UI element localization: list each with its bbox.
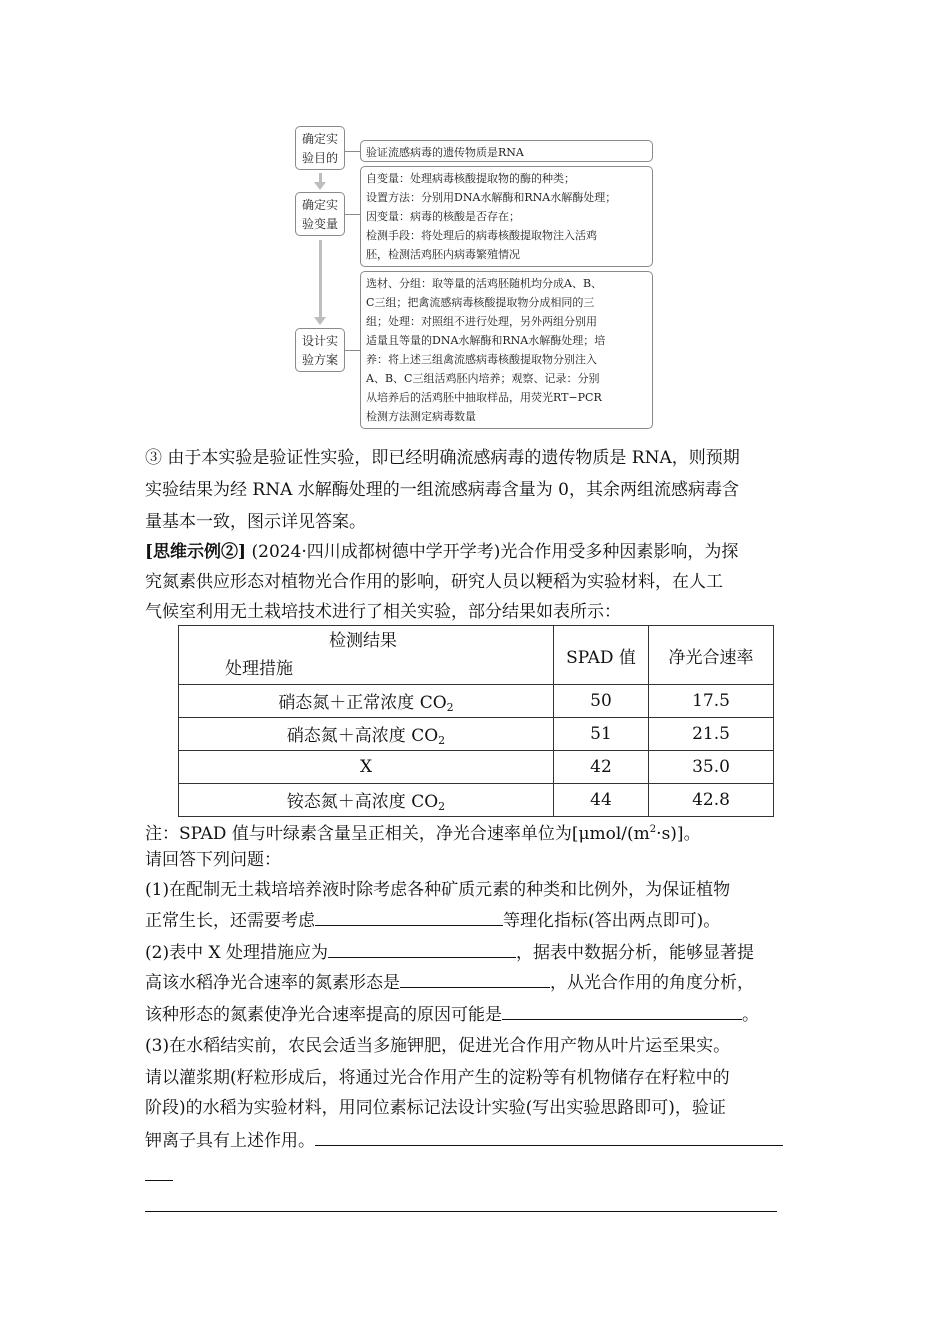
header-detection-results: 检测结果: [329, 631, 397, 651]
table-row: [179, 751, 774, 784]
arrow-head-icon: [314, 182, 326, 190]
questions-intro: 请回答下列问题：: [145, 850, 281, 870]
answer-blank[interactable]: [315, 1128, 783, 1146]
answer-paragraph-line: 量基本一致，图示详见答案。: [145, 512, 366, 532]
header-spad: SPAD 值: [554, 626, 649, 685]
table-row: [179, 718, 774, 751]
example-source: (2024·四川成都树德中学开学考): [251, 542, 501, 562]
flowchart-content-variables: 自变量：处理病毒核酸提取物的酶的种类； 设置方法：分别用DNA水解酶和RNA水解酶处理； 因变量：病毒的核酸是否存在； 检测手段：将处理后的病毒核酸提取物注入活鸡 胚，检测活鸡胚内病毒繁殖情况: [360, 166, 653, 267]
results-table: [178, 625, 774, 817]
table-cell-spad: 51: [554, 718, 649, 751]
answer-blank[interactable]: [328, 940, 516, 958]
table-cell-rate: 42.8: [649, 784, 774, 817]
question-2-line: 该种形态的氮素使净光合速率提高的原因可能是 。: [145, 1002, 759, 1027]
table-row: [179, 685, 774, 718]
table-cell-spad: 44: [554, 784, 649, 817]
answer-line[interactable]: [145, 1180, 173, 1181]
question-1-line: 正常生长，还需要考虑 等理化指标(答出两点即可)。: [145, 908, 720, 933]
table-cell-rate: 17.5: [649, 685, 774, 718]
table-cell-treatment: 铵态氮＋高浓度 $CO_2$: [179, 784, 554, 817]
flowchart-step-label-purpose: 确定实 验目的: [295, 126, 345, 170]
table-cell-spad: 42: [554, 751, 649, 784]
table-note: 注：SPAD 值与叶绿素含量呈正相关，净光合速率单位为$[\mu mol/(m^2\cdot s)]$。: [145, 824, 701, 844]
answer-blank[interactable]: [400, 970, 550, 988]
flowchart-step-label-variables: 确定实 验变量: [295, 192, 345, 236]
table-corner-header: [179, 626, 554, 685]
table-cell-treatment: X: [179, 751, 554, 784]
answer-paragraph-line: ③ 由于本实验是验证性实验，即已经明确流感病毒的遗传物质是 RNA，则预期: [145, 448, 740, 468]
connector: [345, 350, 360, 351]
example-intro-line: 究氮素供应形态对植物光合作用的影响，研究人员以粳稻为实验材料，在人工: [145, 572, 723, 592]
connector: [345, 151, 360, 152]
table-cell-treatment: 硝态氮＋正常浓度 $CO_2$: [179, 685, 554, 718]
example-tag: [思维示例②]: [145, 542, 247, 562]
example-text: 光合作用受多种因素影响，为探: [500, 542, 739, 562]
question-2-line: 高该水稻净光合速率的氮素形态是 ，从光合作用的角度分析，: [145, 970, 754, 995]
answer-blank[interactable]: [315, 908, 503, 926]
header-treatment: 处理措施: [225, 659, 293, 679]
example-intro-line: 气候室利用无土栽培技术进行了相关实验，部分结果如表所示：: [145, 602, 621, 622]
flowchart-content-design: 选材、分组：取等量的活鸡胚随机均分成A、B、 C三组；把禽流感病毒核酸提取物分成相同的三 组；处理：对照组不进行处理，另外两组分别用 适量且等量的DNA水解酶和RNA水解酶处理；培 养：将上述三组禽流感病毒核酸提取物分别注入 A、B、C三组活鸡胚内培养；观察、记录：分别 从培养后的活鸡胚中抽取样品，用荧光RT−PCR 检测方法测定病毒数量: [360, 271, 653, 429]
answer-paragraph-line: 实验结果为经 RNA 水解酶处理的一组流感病毒含量为 0，其余两组流感病毒含: [145, 480, 739, 500]
flowchart-step-label-design: 设计实 验方案: [295, 328, 345, 372]
example-intro-line: [145, 540, 738, 564]
table-cell-rate: 35.0: [649, 751, 774, 784]
table-row: [179, 784, 774, 817]
question-1-line: (1)在配制无土栽培培养液时除考虑各种矿质元素的种类和比例外，为保证植物: [145, 880, 731, 900]
question-2-line: (2)表中 X 处理措施应为 ，据表中数据分析，能够显著提: [145, 940, 754, 965]
answer-blank[interactable]: [502, 1002, 742, 1020]
arrow-head-icon: [314, 317, 326, 325]
header-net-photosynthesis: 净光合速率: [649, 626, 774, 685]
connector: [345, 214, 360, 215]
question-3-line: (3)在水稻结实前，农民会适当多施钾肥，促进光合作用产物从叶片运至果实。: [145, 1036, 731, 1056]
question-3-line: 钾离子具有上述作用。: [145, 1128, 783, 1153]
question-3-line: 请以灌浆期(籽粒形成后，将通过光合作用产生的淀粉等有机物储存在籽粒中的: [145, 1068, 730, 1088]
flowchart-content-purpose: 验证流感病毒的遗传物质是RNA: [360, 140, 653, 162]
down-arrow-icon: [319, 240, 322, 318]
table-header-row: [179, 626, 774, 685]
answer-line[interactable]: [145, 1211, 777, 1212]
table-cell-rate: 21.5: [649, 718, 774, 751]
question-3-line: 阶段)的水稻为实验材料，用同位素标记法设计实验(写出实验思路即可)，验证: [145, 1098, 726, 1118]
table-cell-spad: 50: [554, 685, 649, 718]
table-cell-treatment: 硝态氮＋高浓度 $CO_2$: [179, 718, 554, 751]
